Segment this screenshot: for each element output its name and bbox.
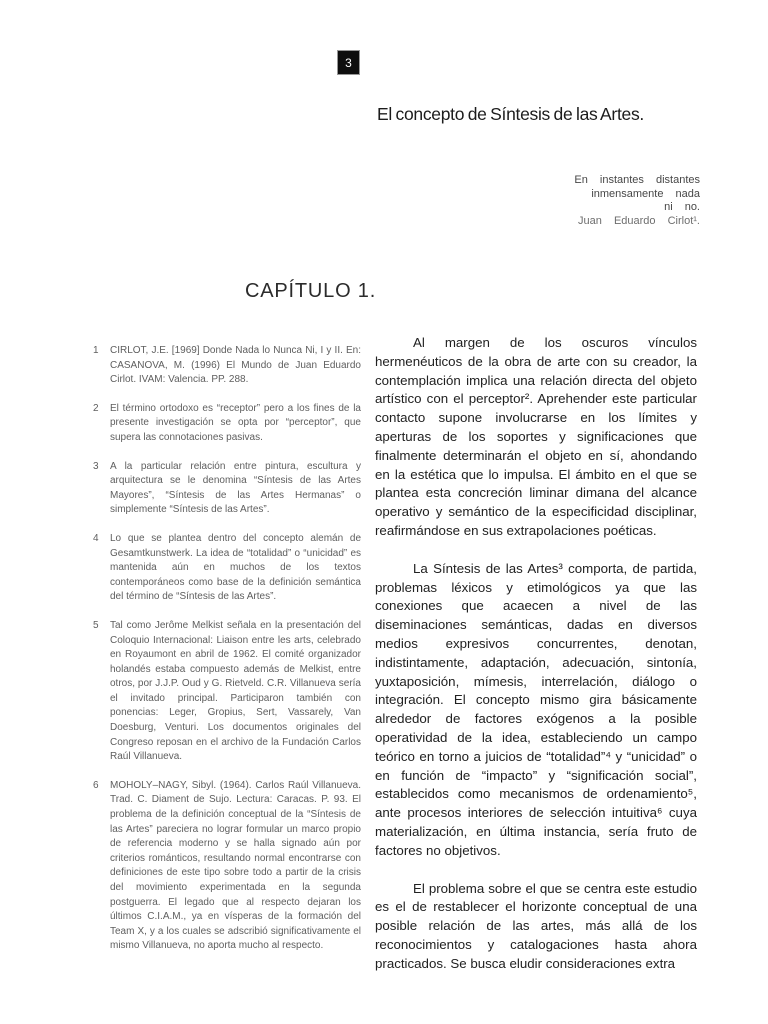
- footnote: [93, 402, 361, 446]
- main-text-column: [375, 334, 697, 993]
- epigraph-line: En instantes distantes: [574, 174, 700, 186]
- footnote: [93, 619, 361, 765]
- epigraph-line: ni no.: [664, 201, 700, 213]
- footnotes-column: [93, 344, 361, 968]
- page-number: 3: [345, 55, 352, 70]
- body-paragraph: El problema sobre el que se centra este estudio es el de restablecer el horizonte conceptual de una posible relación de las artes, más allá de los reconocimientos y catalogaciones hasta ahora practicados. Se busca eludir consideraciones extra: [375, 880, 697, 971]
- footnote-number: 1: [93, 345, 99, 356]
- footnote-number: 2: [93, 402, 99, 414]
- footnote: [93, 344, 361, 388]
- page-number-badge: [337, 50, 360, 75]
- body-paragraph: La Síntesis de las Artes³ comporta, de partida, problemas léxicos y etimológicos ya que las conexiones que acaecen a nivel de las diseminaciones semánticas, dadas en diversos medios expresivos concurrentes, denotan, indistintamente, adaptación, adecuación, sintonía, yuxtaposición, mímesis, interrelación, diálogo o integración. El concepto mismo gira básicamente alrededor de factores exógenos a la posible operatividad de la idea, estableciendo un campo teórico en torno a juicios de “totalidad”⁴ y “unicidad” o en función de “impacto” y “significación social”, establecidos como mecanismos de ordenamiento⁵, ante procesos interiores de selección intuitiva⁶ cuya materialización, en última instancia, sería fruto de factores no objetivos.: [375, 560, 697, 858]
- footnote: [93, 532, 361, 605]
- footnote-text: MOHOLY–NAGY, Sibyl. (1964). Carlos Raúl Villanueva. Trad. C. Diament de Sujo. Lectura: Caracas. P. 93. El problema de la definición conceptual de la “Síntesis de las Artes” pareciera no lograr formular un marco propio de referencia moderno y se halla signado aún por criterios románticos, resultando normal encontrarse con definiciones de este tipo sobre todo a partir de la crisis del movimiento experimentada en la segunda postguerra. El legado que al respecto dejaran los últimos C.I.A.M., ya en vísperas de la formación del Team X, y a los cuales se adscribió significativamente el mismo Villanueva, no aporta mucho al respecto.: [110, 779, 361, 952]
- footnote-text: CIRLOT, J.E. [1969] Donde Nada lo Nunca Ni, I y II. En: CASANOVA, M. (1996) El Mundo de Juan Eduardo Cirlot. IVAM: Valencia. PP. 288.: [110, 345, 361, 386]
- footnote-text: Lo que se plantea dentro del concepto alemán de Gesamtkunstwerk. La idea de “totalidad” o “unicidad” es mantenida aún en muchos de los textos contemporáneos como base de la definición semántica del término de “Síntesis de las Artes”.: [110, 532, 361, 603]
- body-paragraph: Al margen de los oscuros vínculos hermenéuticos de la obra de arte con su creador, la contemplación implica una relación directa del objeto artístico con el perceptor². Aprehender este particular contacto supone involucrarse en los límites y aperturas de los soportes y significaciones que finalmente determinarán el objeto en sí, ahondando en la estética que lo impulsa. El ámbito en el que se plantea esta concreción liminar dimana del alcance operativo y semántico de la especificidad disciplinar, reafirmándose en sus extrapolaciones poéticas.: [375, 335, 697, 538]
- footnote-number: 4: [93, 532, 99, 544]
- footnote: [93, 779, 361, 954]
- chapter-heading: CAPÍTULO 1.: [245, 280, 377, 302]
- footnote-text: Tal como Jerôme Melkist señala en la presentación del Coloquio Internacional: Liaison entre les arts, celebrado en Royaumont en abril de 1962. El comité organizador holandés estaba compuesto además de Melkist, entre otros, por J.J.P. Oud y G. Rietveld. C.R. Villanueva sería el invitado principal. Participaron también con ponencias: Leger, Gropius, Sert, Vassarely, Van Doesburg, Venturi. Los documentos originales del Congreso reposan en el archivo de la Fundación Carlos Raúl Villanueva.: [110, 619, 361, 763]
- footnote-text: A la particular relación entre pintura, escultura y arquitectura se le denomina “Síntesis de las Artes Mayores”, “Síntesis de las Artes Hermanas” o simplemente “Síntesis de las Artes”.: [110, 460, 361, 516]
- footnote-number: 3: [93, 460, 99, 472]
- footnote-number: 5: [93, 619, 99, 631]
- footnote: [93, 460, 361, 518]
- document-title: El concepto de Síntesis de las Artes.: [377, 104, 644, 124]
- footnote-number: 6: [93, 779, 99, 791]
- footnote-text: El término ortodoxo es “receptor” pero a los fines de la presente investigación se opta por “perceptor”, que supera las connotaciones pasivas.: [110, 402, 361, 443]
- epigraph-attribution: Juan Eduardo Cirlot¹.: [578, 214, 700, 227]
- epigraph: [574, 174, 700, 228]
- epigraph-line: inmensamente nada: [591, 187, 700, 200]
